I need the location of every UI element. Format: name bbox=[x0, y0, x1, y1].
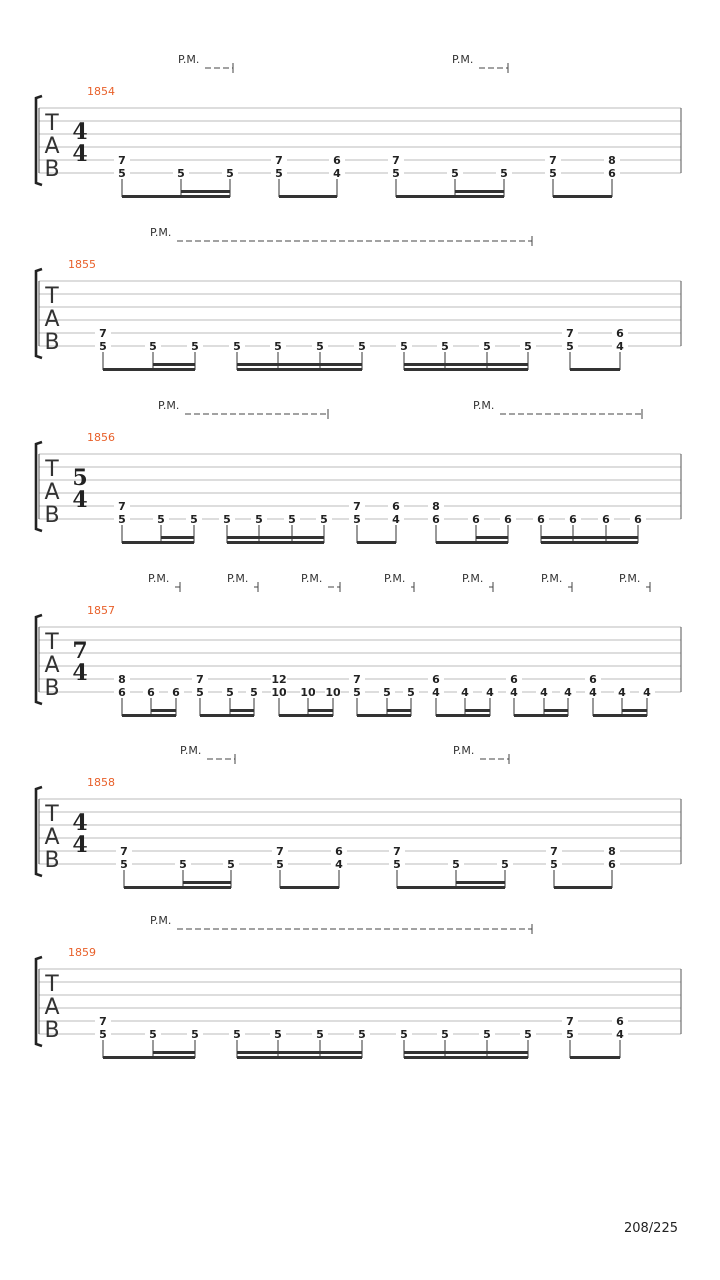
fret-number: 4 bbox=[432, 686, 440, 699]
beam-secondary bbox=[161, 536, 194, 539]
fret-number: 10 bbox=[325, 686, 341, 699]
beam bbox=[237, 1056, 362, 1059]
beam-secondary bbox=[387, 709, 411, 712]
beam-secondary bbox=[404, 363, 528, 366]
palm-mute-label: P.M. bbox=[180, 744, 202, 757]
tab-clef-letter: T bbox=[45, 630, 59, 655]
palm-mute-label: P.M. bbox=[473, 399, 495, 412]
fret-number: 5 bbox=[451, 167, 459, 180]
fret-number: 5 bbox=[99, 340, 107, 353]
beam-secondary bbox=[465, 709, 490, 712]
fret-number: 5 bbox=[226, 686, 234, 699]
fret-number: 5 bbox=[274, 340, 282, 353]
fret-number: 6 bbox=[333, 154, 341, 167]
fret-number: 7 bbox=[566, 327, 574, 340]
fret-number: 5 bbox=[274, 1028, 282, 1041]
beam bbox=[514, 714, 568, 717]
time-signature-top: 4 bbox=[72, 119, 88, 145]
tab-clef-letter: A bbox=[44, 134, 60, 159]
fret-number: 7 bbox=[566, 1015, 574, 1028]
fret-number: 5 bbox=[524, 1028, 532, 1041]
fret-number: 6 bbox=[147, 686, 155, 699]
fret-number: 4 bbox=[392, 513, 400, 526]
beam-secondary bbox=[237, 1051, 362, 1054]
fret-number: 7 bbox=[392, 154, 400, 167]
fret-number: 8 bbox=[608, 845, 616, 858]
measure-number: 1859 bbox=[68, 946, 96, 959]
fret-number: 5 bbox=[118, 513, 126, 526]
tab-clef-letter: A bbox=[44, 307, 60, 332]
fret-number: 5 bbox=[191, 340, 199, 353]
beam bbox=[122, 714, 176, 717]
beam bbox=[554, 886, 612, 889]
beam-secondary bbox=[404, 1051, 528, 1054]
fret-number: 5 bbox=[275, 167, 283, 180]
tab-clef-letter: T bbox=[45, 972, 59, 997]
beam bbox=[357, 714, 411, 717]
beam-secondary bbox=[227, 536, 324, 539]
beam-secondary bbox=[153, 1051, 195, 1054]
fret-number: 6 bbox=[335, 845, 343, 858]
fret-number: 7 bbox=[275, 154, 283, 167]
palm-mute-label: P.M. bbox=[619, 572, 641, 585]
fret-number: 5 bbox=[157, 513, 165, 526]
palm-mute-label: P.M. bbox=[227, 572, 249, 585]
fret-number: 5 bbox=[358, 1028, 366, 1041]
fret-number: 5 bbox=[191, 1028, 199, 1041]
palm-mute-label: P.M. bbox=[462, 572, 484, 585]
fret-number: 5 bbox=[452, 858, 460, 871]
fret-number: 4 bbox=[564, 686, 572, 699]
fret-number: 5 bbox=[149, 340, 157, 353]
palm-mute-label: P.M. bbox=[452, 53, 474, 66]
fret-number: 4 bbox=[335, 858, 343, 871]
fret-number: 7 bbox=[393, 845, 401, 858]
beam-secondary bbox=[151, 709, 176, 712]
fret-number: 6 bbox=[616, 327, 624, 340]
fret-number: 4 bbox=[589, 686, 597, 699]
measure-number: 1855 bbox=[68, 258, 96, 271]
palm-mute-label: P.M. bbox=[148, 572, 170, 585]
beam-secondary bbox=[456, 881, 505, 884]
fret-number: 6 bbox=[537, 513, 545, 526]
fret-number: 5 bbox=[316, 340, 324, 353]
tab-clef-letter: B bbox=[44, 848, 60, 873]
fret-number: 5 bbox=[393, 858, 401, 871]
time-signature-bottom: 4 bbox=[72, 141, 88, 167]
fret-number: 7 bbox=[276, 845, 284, 858]
fret-number: 5 bbox=[250, 686, 258, 699]
time-signature-top: 5 bbox=[72, 465, 88, 491]
beam bbox=[200, 714, 254, 717]
tab-clef-letter: B bbox=[44, 330, 60, 355]
fret-number: 5 bbox=[501, 858, 509, 871]
fret-number: 5 bbox=[316, 1028, 324, 1041]
beam-secondary bbox=[308, 709, 333, 712]
fret-number: 5 bbox=[392, 167, 400, 180]
fret-number: 12 bbox=[271, 673, 287, 686]
measure-number: 1854 bbox=[87, 85, 115, 98]
fret-number: 5 bbox=[120, 858, 128, 871]
fret-number: 7 bbox=[118, 500, 126, 513]
tab-clef-letter: B bbox=[44, 157, 60, 182]
fret-number: 5 bbox=[566, 1028, 574, 1041]
fret-number: 5 bbox=[233, 340, 241, 353]
beam bbox=[103, 1056, 195, 1059]
fret-number: 8 bbox=[432, 500, 440, 513]
palm-mute-label: P.M. bbox=[453, 744, 475, 757]
beam bbox=[404, 368, 528, 371]
fret-number: 6 bbox=[432, 673, 440, 686]
beam bbox=[357, 541, 396, 544]
fret-number: 4 bbox=[540, 686, 548, 699]
fret-number: 4 bbox=[616, 1028, 624, 1041]
fret-number: 5 bbox=[320, 513, 328, 526]
fret-number: 6 bbox=[589, 673, 597, 686]
beam bbox=[122, 541, 194, 544]
beam-secondary bbox=[455, 190, 504, 193]
fret-number: 4 bbox=[643, 686, 651, 699]
beam-secondary bbox=[183, 881, 231, 884]
fret-number: 4 bbox=[618, 686, 626, 699]
fret-number: 6 bbox=[602, 513, 610, 526]
beam-secondary bbox=[230, 709, 254, 712]
fret-number: 6 bbox=[504, 513, 512, 526]
fret-number: 5 bbox=[223, 513, 231, 526]
fret-number: 6 bbox=[392, 500, 400, 513]
fret-number: 6 bbox=[172, 686, 180, 699]
fret-number: 6 bbox=[118, 686, 126, 699]
beam bbox=[593, 714, 647, 717]
beam-secondary bbox=[153, 363, 195, 366]
fret-number: 5 bbox=[177, 167, 185, 180]
palm-mute-label: P.M. bbox=[150, 226, 172, 239]
page-number: 208/225 bbox=[623, 1221, 678, 1236]
measure-number: 1857 bbox=[87, 604, 115, 617]
tab-clef-letter: A bbox=[44, 825, 60, 850]
fret-number: 5 bbox=[179, 858, 187, 871]
beam-secondary bbox=[541, 536, 638, 539]
fret-number: 5 bbox=[441, 1028, 449, 1041]
beam bbox=[396, 195, 504, 198]
fret-number: 5 bbox=[226, 167, 234, 180]
fret-number: 5 bbox=[288, 513, 296, 526]
beam bbox=[103, 368, 195, 371]
fret-number: 4 bbox=[616, 340, 624, 353]
fret-number: 7 bbox=[196, 673, 204, 686]
fret-number: 4 bbox=[461, 686, 469, 699]
fret-number: 6 bbox=[472, 513, 480, 526]
fret-number: 5 bbox=[524, 340, 532, 353]
fret-number: 7 bbox=[99, 1015, 107, 1028]
fret-number: 5 bbox=[196, 686, 204, 699]
palm-mute-label: P.M. bbox=[150, 914, 172, 927]
palm-mute-label: P.M. bbox=[384, 572, 406, 585]
tab-clef-letter: B bbox=[44, 503, 60, 528]
fret-number: 5 bbox=[500, 167, 508, 180]
fret-number: 5 bbox=[353, 513, 361, 526]
measure-number: 1856 bbox=[87, 431, 115, 444]
beam-secondary bbox=[237, 363, 362, 366]
fret-number: 7 bbox=[99, 327, 107, 340]
time-signature-bottom: 4 bbox=[72, 832, 88, 858]
fret-number: 8 bbox=[608, 154, 616, 167]
fret-number: 4 bbox=[510, 686, 518, 699]
palm-mute-label: P.M. bbox=[541, 572, 563, 585]
beam-secondary bbox=[476, 536, 508, 539]
tab-clef-letter: B bbox=[44, 1018, 60, 1043]
time-signature-bottom: 4 bbox=[72, 660, 88, 686]
beam bbox=[122, 195, 230, 198]
fret-number: 6 bbox=[510, 673, 518, 686]
fret-number: 4 bbox=[333, 167, 341, 180]
fret-number: 5 bbox=[400, 1028, 408, 1041]
tab-clef-letter: A bbox=[44, 995, 60, 1020]
fret-number: 6 bbox=[608, 858, 616, 871]
time-signature-top: 4 bbox=[72, 810, 88, 836]
fret-number: 7 bbox=[120, 845, 128, 858]
fret-number: 5 bbox=[233, 1028, 241, 1041]
tab-clef-letter: T bbox=[45, 284, 59, 309]
fret-number: 5 bbox=[358, 340, 366, 353]
tab-clef-letter: B bbox=[44, 676, 60, 701]
tab-clef-letter: T bbox=[45, 457, 59, 482]
tab-clef-letter: A bbox=[44, 653, 60, 678]
beam bbox=[227, 541, 324, 544]
beam bbox=[404, 1056, 528, 1059]
beam bbox=[553, 195, 612, 198]
beam bbox=[279, 195, 337, 198]
fret-number: 5 bbox=[483, 340, 491, 353]
tab-clef-letter: A bbox=[44, 480, 60, 505]
fret-number: 6 bbox=[634, 513, 642, 526]
beam-secondary bbox=[544, 709, 568, 712]
fret-number: 5 bbox=[276, 858, 284, 871]
beam bbox=[124, 886, 231, 889]
beam bbox=[436, 541, 508, 544]
tab-clef-letter: T bbox=[45, 802, 59, 827]
fret-number: 5 bbox=[400, 340, 408, 353]
fret-number: 6 bbox=[432, 513, 440, 526]
fret-number: 5 bbox=[566, 340, 574, 353]
fret-number: 5 bbox=[255, 513, 263, 526]
fret-number: 10 bbox=[271, 686, 287, 699]
beam bbox=[397, 886, 505, 889]
fret-number: 5 bbox=[190, 513, 198, 526]
beam bbox=[280, 886, 339, 889]
fret-number: 5 bbox=[118, 167, 126, 180]
fret-number: 5 bbox=[227, 858, 235, 871]
fret-number: 5 bbox=[441, 340, 449, 353]
beam bbox=[570, 1056, 620, 1059]
fret-number: 5 bbox=[149, 1028, 157, 1041]
fret-number: 8 bbox=[118, 673, 126, 686]
fret-number: 5 bbox=[383, 686, 391, 699]
fret-number: 10 bbox=[300, 686, 316, 699]
beam bbox=[436, 714, 490, 717]
beam bbox=[541, 541, 638, 544]
fret-number: 5 bbox=[353, 686, 361, 699]
beam bbox=[570, 368, 620, 371]
beam-secondary bbox=[181, 190, 230, 193]
beam-secondary bbox=[622, 709, 647, 712]
fret-number: 7 bbox=[550, 845, 558, 858]
palm-mute-label: P.M. bbox=[178, 53, 200, 66]
measure-number: 1858 bbox=[87, 776, 115, 789]
fret-number: 6 bbox=[569, 513, 577, 526]
fret-number: 5 bbox=[407, 686, 415, 699]
palm-mute-label: P.M. bbox=[301, 572, 323, 585]
fret-number: 7 bbox=[353, 500, 361, 513]
fret-number: 5 bbox=[99, 1028, 107, 1041]
fret-number: 7 bbox=[353, 673, 361, 686]
fret-number: 6 bbox=[616, 1015, 624, 1028]
fret-number: 5 bbox=[550, 858, 558, 871]
fret-number: 7 bbox=[118, 154, 126, 167]
time-signature-bottom: 4 bbox=[72, 487, 88, 513]
fret-number: 4 bbox=[486, 686, 494, 699]
beam bbox=[237, 368, 362, 371]
beam bbox=[279, 714, 333, 717]
fret-number: 5 bbox=[483, 1028, 491, 1041]
fret-number: 7 bbox=[549, 154, 557, 167]
palm-mute-label: P.M. bbox=[158, 399, 180, 412]
fret-number: 5 bbox=[549, 167, 557, 180]
fret-number: 6 bbox=[608, 167, 616, 180]
time-signature-top: 7 bbox=[72, 638, 88, 664]
tab-clef-letter: T bbox=[45, 111, 59, 136]
